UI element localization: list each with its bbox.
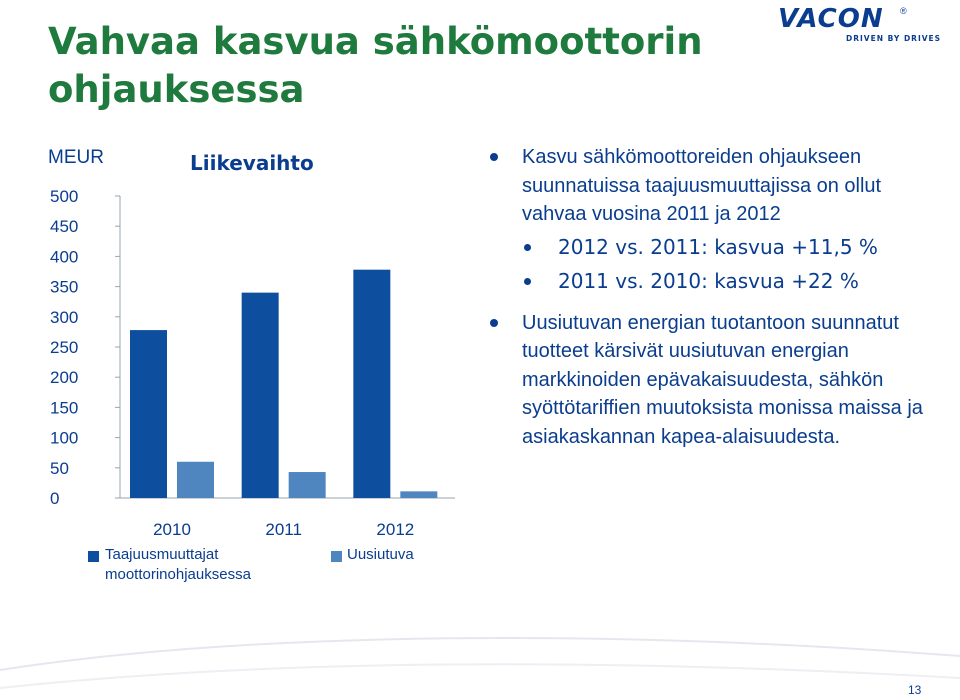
legend-label-series-0: Taajuusmuuttajat moottorinohjauksessa bbox=[105, 546, 251, 583]
y-tick-label: 300 bbox=[50, 307, 79, 327]
x-tick-label: 2010 bbox=[153, 520, 191, 539]
bar-taajuusmuuttajat-2010 bbox=[130, 330, 167, 498]
bar-taajuusmuuttajat-2011 bbox=[242, 293, 279, 498]
bar-uusiutuva-2011 bbox=[289, 472, 326, 498]
bar-uusiutuva-2012 bbox=[400, 491, 437, 498]
page-number: 13 bbox=[908, 683, 922, 697]
legend-swatch-series-0 bbox=[88, 551, 99, 562]
vacon-logo bbox=[778, 4, 948, 44]
chart-title: Liikevaihto bbox=[190, 151, 314, 175]
logo-registered-mark: ® bbox=[900, 6, 907, 16]
y-tick-label: 400 bbox=[50, 247, 79, 267]
y-tick-label: 450 bbox=[50, 217, 79, 237]
bullet-text: Kasvu sähkömoottoreiden ohjaukseen suunnatuissa taajuusmuuttajissa on ollut vahvaa vuosina 2011 ja 2012 bbox=[522, 146, 882, 225]
decorative-swoosh bbox=[0, 610, 960, 700]
sub-bullet-item: 2011 vs. 2010: kasvua +22 % bbox=[522, 267, 950, 295]
bullet-item bbox=[490, 143, 950, 295]
y-tick-label: 100 bbox=[50, 428, 79, 448]
sub-bullet-item: 2012 vs. 2011: kasvua +11,5 % bbox=[522, 233, 950, 261]
x-tick-label: 2011 bbox=[265, 520, 302, 539]
legend-label-series-1: Uusiutuva bbox=[347, 546, 414, 563]
bar-uusiutuva-2010 bbox=[177, 462, 214, 498]
y-tick-label: 200 bbox=[50, 368, 79, 388]
x-tick-label: 2012 bbox=[376, 520, 415, 539]
slide-title: Vahvaa kasvua sähkömoottorin ohjauksessa bbox=[48, 20, 703, 111]
y-tick-label: 50 bbox=[50, 458, 69, 478]
bullet-item bbox=[490, 309, 950, 452]
y-tick-label: 350 bbox=[50, 277, 79, 297]
y-tick-label: 0 bbox=[50, 489, 60, 508]
bullet-text: Uusiutuvan energian tuotantoon suunnatut tuotteet kärsivät uusiutuvan energian markkinoiden epävakaisuudesta, sähkön syöttötariffien muutoksista monissa maissa ja asiakaskannan kapea-alaisuudesta. bbox=[522, 311, 923, 448]
revenue-bar-chart bbox=[0, 0, 480, 600]
y-tick-label: 250 bbox=[50, 338, 79, 357]
logo-wordmark: VACON bbox=[778, 4, 884, 34]
logo-tagline: DRIVEN BY DRIVES bbox=[846, 34, 942, 43]
chart-unit-label: MEUR bbox=[48, 147, 104, 168]
sub-bullet-list bbox=[522, 233, 950, 295]
y-tick-label: 500 bbox=[50, 187, 79, 206]
y-tick-label: 150 bbox=[50, 398, 79, 418]
legend-swatch-series-1 bbox=[331, 551, 342, 562]
bar-taajuusmuuttajat-2012 bbox=[353, 270, 390, 498]
bullet-list bbox=[490, 143, 950, 451]
